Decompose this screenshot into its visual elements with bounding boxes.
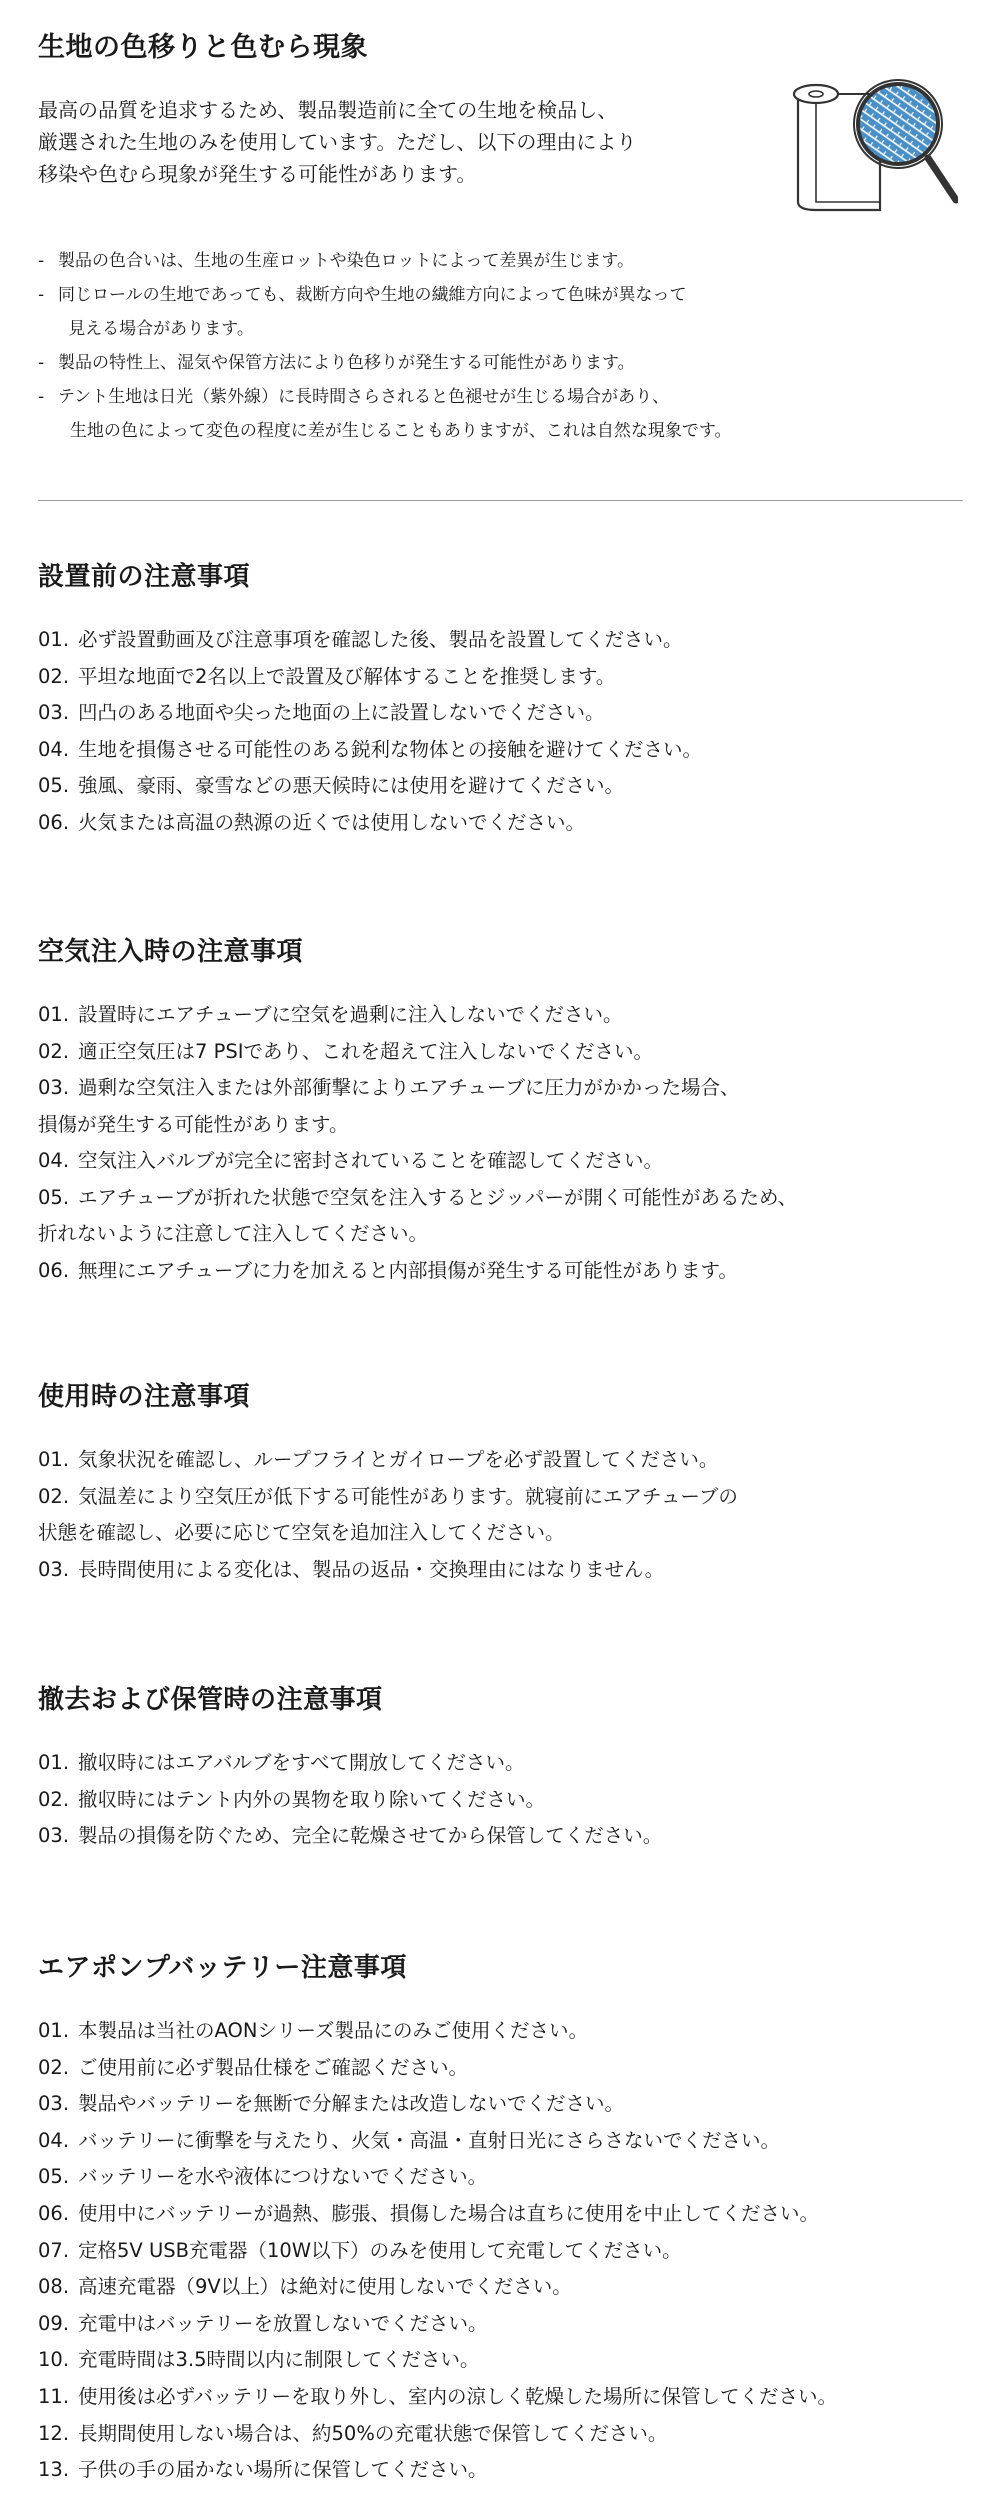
item-text: 火気または高温の熱源の近くでは使用しないでください。: [78, 810, 586, 834]
section-title: 撤去および保管時の注意事項: [38, 1685, 383, 1715]
list-item: [38, 1552, 988, 1589]
item-text: 本製品は当社のAONシリーズ製品にのみご使用ください。: [78, 2019, 588, 2042]
item-text: 生地を損傷させる可能性のある鋭利な物体との接触を避けてください。: [78, 737, 703, 761]
item-number: 12.: [38, 2421, 70, 2445]
item-number: 04.: [38, 2128, 70, 2152]
item-text: バッテリーを水や液体につけないでください。: [78, 2165, 488, 2189]
fabric-color-title: 生地の色移りと色むら現象: [38, 32, 368, 63]
list-item: [38, 2416, 988, 2453]
item-number: 04.: [38, 737, 70, 761]
list-item: [38, 1818, 988, 1855]
list-item: [38, 695, 988, 732]
item-number: 01.: [38, 1003, 70, 1026]
note-item: [38, 278, 968, 346]
list-item: [38, 2123, 988, 2160]
item-number: 02.: [38, 1787, 70, 1811]
fabric-color-section: [38, 28, 758, 190]
item-number: 06.: [38, 1258, 70, 1282]
item-number: 13.: [38, 2458, 70, 2482]
note-line: - 同じロールの生地であっても、裁断方向や生地の繊維方向によって色味が異なって: [58, 285, 687, 305]
usage-precautions-section: [38, 1377, 988, 1588]
item-number: 04.: [38, 1149, 70, 1172]
precaution-list: [38, 1442, 988, 1588]
list-item: [38, 1782, 988, 1819]
list-item: [38, 805, 988, 842]
item-text: 強風、豪雨、豪雪などの悪天候時には使用を避けてください。: [78, 774, 625, 797]
item-text: 撤収時にはエアバルブをすべて開放してください。: [78, 1751, 525, 1774]
item-text: 充電時間は3.5時間以内に制限してください。: [78, 2348, 480, 2372]
description-line: 移染や色むら現象が発生する可能性があります。: [38, 162, 477, 186]
item-number: 01.: [38, 628, 70, 651]
item-text: 製品やバッテリーを無断で分解または改造しないでください。: [78, 2092, 625, 2116]
fabric-roll-magnifier-icon: [758, 62, 958, 222]
note-line: 見える場合があります。: [68, 319, 254, 339]
section-title: 使用時の注意事項: [38, 1382, 251, 1412]
list-item: [38, 622, 988, 659]
item-number: 02.: [38, 2055, 70, 2079]
item-number: 05.: [38, 774, 70, 797]
list-item: [38, 2269, 988, 2306]
item-text: 気温差により空気圧が低下する可能性があります。就寝前にエアチューブの: [78, 1484, 738, 1508]
list-item: [38, 2342, 988, 2379]
item-number: 05.: [38, 2165, 70, 2189]
item-text: 高速充電器（9V以上）は絶対に使用しないでください。: [78, 2275, 572, 2299]
item-number: 03.: [38, 2092, 70, 2116]
list-item: [38, 1034, 988, 1071]
note-line: 生地の色によって変色の程度に差が生じることもありますが、これは自然な現象です。: [69, 421, 732, 441]
list-item: [38, 2086, 988, 2123]
list-item: [38, 1143, 988, 1180]
item-number: 02.: [38, 1039, 70, 1063]
item-text: エアチューブが折れた状態で空気を注入するとジッパーが開く可能性があるため、: [78, 1185, 798, 1209]
list-item: [38, 1479, 988, 1552]
list-item: [38, 732, 988, 769]
item-number: 03.: [38, 701, 70, 724]
item-number: 01.: [38, 1448, 70, 1471]
item-text: 長期間使用しない場合は、約50%の充電状態で保管してください。: [78, 2421, 668, 2445]
item-number: 06.: [38, 2201, 70, 2225]
section-divider: [38, 500, 963, 501]
item-number: 02.: [38, 664, 70, 688]
item-text: 長時間使用による変化は、製品の返品・交換理由にはなりません。: [78, 1557, 665, 1581]
fabric-color-notes: [38, 244, 968, 448]
note-item: [38, 244, 968, 278]
list-item: [38, 2159, 988, 2196]
item-text: 定格5V USB充電器（10W以下）のみを使用して充電してください。: [78, 2238, 682, 2262]
item-number: 03.: [38, 1557, 70, 1581]
precaution-list: [38, 622, 988, 841]
note-line: 製品の色合いは、生地の生産ロットや染色ロットによって差異が生じます。: [58, 251, 634, 271]
note-line: 製品の特性上、湿気や保管方法により色移りが発生する可能性があります。: [58, 353, 635, 373]
description-line: 厳選された生地のみを使用しています。ただし、以下の理由により: [38, 130, 637, 154]
pump-battery-precautions-section: [38, 1948, 988, 2489]
item-text: 凹凸のある地面や尖った地面の上に設置しないでください。: [78, 701, 605, 724]
item-text: 撤収時にはテント内外の異物を取り除いてください。: [78, 1787, 546, 1811]
precaution-list: [38, 2013, 988, 2489]
air-inflation-precautions-section: [38, 932, 988, 1289]
list-item: [38, 2013, 988, 2050]
list-item: [38, 1442, 988, 1479]
list-item: [38, 1180, 988, 1253]
item-number: 09.: [38, 2311, 70, 2335]
item-text: 製品の損傷を防ぐため、完全に乾燥させてから保管してください。: [78, 1824, 663, 1847]
fabric-color-description: [38, 94, 758, 190]
note-line: - テント生地は日光（紫外線）に長時間さらされると色褪せが生じる場合があり、: [58, 387, 670, 407]
item-number: 06.: [38, 810, 70, 834]
install-precautions-section: [38, 557, 988, 841]
item-text: ご使用前に必ず製品仕様をご確認ください。: [78, 2055, 469, 2079]
item-text: 適正空気圧は7 PSIであり、これを超えて注入しないでください。: [78, 1039, 653, 1063]
item-text: 設置時にエアチューブに空気を過剰に注入しないでください。: [78, 1003, 623, 1026]
list-item: [38, 1070, 988, 1143]
section-title: エアポンプバッテリー注意事項: [38, 1953, 407, 1983]
list-item: [38, 1745, 988, 1782]
item-number: 11.: [38, 2384, 70, 2408]
list-item: [38, 768, 988, 805]
item-text: 無理にエアチューブに力を加えると内部損傷が発生する可能性があります。: [78, 1258, 738, 1282]
item-text: 充電中はバッテリーを放置しないでください。: [78, 2311, 488, 2335]
list-item: [38, 1253, 988, 1290]
item-text: 空気注入バルブが完全に密封されていることを確認してください。: [78, 1149, 664, 1172]
precaution-list: [38, 1745, 988, 1855]
item-number: 03.: [38, 1824, 70, 1847]
note-item: [38, 346, 968, 380]
item-text: 平坦な地面で2名以上で設置及び解体することを推奨します。: [78, 664, 616, 688]
item-number: 08.: [38, 2275, 70, 2299]
item-text: 損傷が発生する可能性があります。: [38, 1112, 349, 1136]
list-item: [38, 2306, 988, 2343]
precaution-list: [38, 997, 988, 1289]
item-text: 過剰な空気注入または外部衝撃によりエアチューブに圧力がかかった場合、: [78, 1076, 740, 1099]
list-item: [38, 997, 988, 1034]
note-item: [38, 380, 968, 448]
item-number: 01.: [38, 2019, 70, 2042]
description-line: 最高の品質を追求するため、製品製造前に全ての生地を検品し、: [38, 98, 618, 122]
section-title: 設置前の注意事項: [38, 562, 251, 592]
item-number: 07.: [38, 2238, 70, 2262]
item-number: 05.: [38, 1185, 70, 1209]
list-item: [38, 2196, 988, 2233]
item-text: 使用中にバッテリーが過熱、膨張、損傷した場合は直ちに使用を中止してください。: [78, 2201, 820, 2225]
section-title: 空気注入時の注意事項: [38, 937, 304, 967]
item-text: 使用後は必ずバッテリーを取り外し、室内の涼しく乾燥した場所に保管してください。: [78, 2384, 837, 2408]
list-item: [38, 2379, 988, 2416]
storage-precautions-section: [38, 1680, 988, 1855]
item-number: 01.: [38, 1751, 70, 1774]
list-item: [38, 2050, 988, 2087]
list-item: [38, 2233, 988, 2270]
item-text: 気象状況を確認し、ループフライとガイロープを必ず設置してください。: [78, 1448, 719, 1471]
item-text: バッテリーに衝撃を与えたり、火気・高温・直射日光にさらさないでください。: [78, 2128, 781, 2152]
item-number: 02.: [38, 1484, 70, 1508]
item-text: 子供の手の届かない場所に保管してください。: [78, 2458, 488, 2482]
item-text: 必ず設置動画及び注意事項を確認した後、製品を設置してください。: [78, 628, 683, 651]
item-number: 10.: [38, 2348, 70, 2372]
list-item: [38, 659, 988, 696]
item-number: 03.: [38, 1076, 70, 1099]
item-text: 状態を確認し、必要に応じて空気を追加注入してください。: [38, 1521, 565, 1544]
list-item: [38, 2452, 988, 2489]
item-text: 折れないように注意して注入してください。: [38, 1222, 429, 1245]
